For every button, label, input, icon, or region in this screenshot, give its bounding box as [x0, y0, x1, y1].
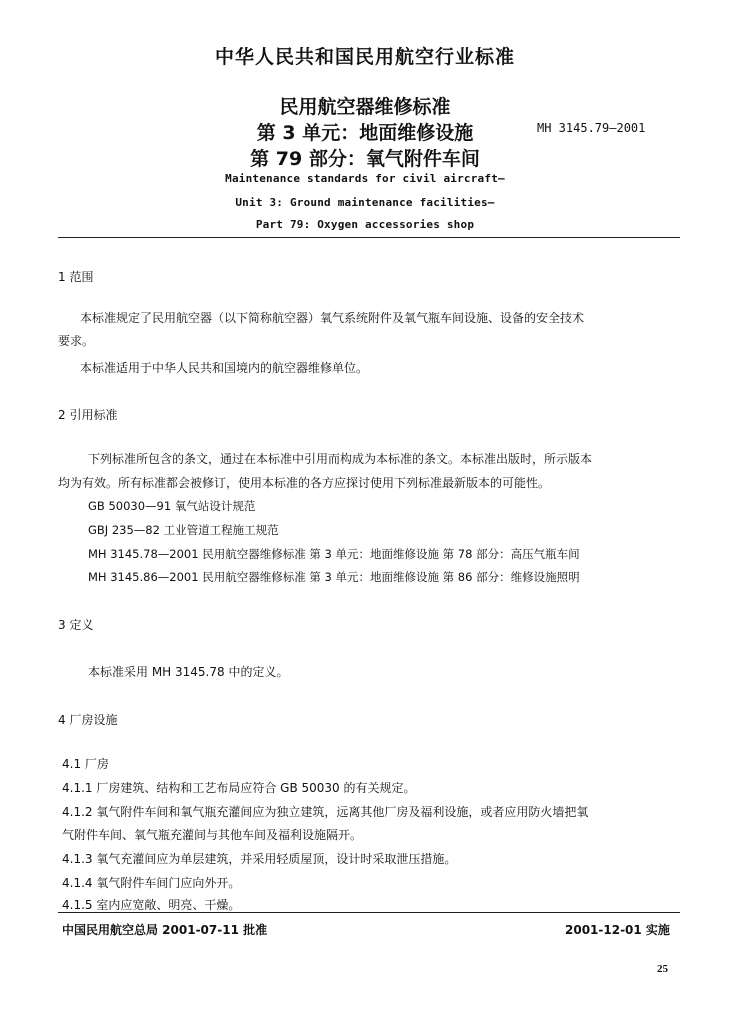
section-2-heading: 2 引用标准: [58, 408, 118, 422]
reference-item: GB 50030—91 氧气站设计规范: [88, 499, 256, 513]
page-number: 25: [657, 963, 668, 975]
clause-4-1-3: 4.1.3 氧气充灌间应为单层建筑，并采用轻质屋顶，设计时采取泄压措施。: [62, 852, 457, 866]
clause-4-1-4: 4.1.4 氧气附件车间门应向外开。: [62, 876, 241, 890]
reference-item: MH 3145.86—2001 民用航空器维修标准 第 3 单元：地面维修设施 第 86 部分：维修设施照明: [88, 570, 580, 584]
footer-divider: [58, 912, 680, 913]
section-3-heading: 3 定义: [58, 618, 94, 632]
standard-category: 中华人民共和国民用航空行业标准: [214, 46, 515, 68]
clause-4-1-5: 4.1.5 室内应宽敞、明亮、干燥。: [62, 898, 241, 912]
section-1-paragraph-1-line-2: 要求。: [58, 334, 95, 348]
clause-4-1: 4.1 厂房: [62, 757, 109, 771]
reference-item: GBJ 235—82 工业管道工程施工规范: [88, 523, 279, 537]
english-title-line-1: Maintenance standards for civil aircraft—: [225, 172, 505, 185]
section-1-paragraph-2: 本标准适用于中华人民共和国境内的航空器维修单位。: [80, 361, 369, 375]
approval-date: 中国民用航空总局 2001-07-11 批准: [62, 923, 268, 937]
section-2-paragraph-line-2: 均为有效。所有标准都会被修订，使用本标准的各方应探讨使用下列标准最新版本的可能性。: [58, 476, 551, 490]
section-4-heading: 4 厂房设施: [58, 713, 118, 727]
title-line-3: 第 79 部分：氧气附件车间: [250, 148, 480, 170]
clause-4-1-1: 4.1.1 厂房建筑、结构和工艺布局应符合 GB 50030 的有关规定。: [62, 781, 416, 795]
section-3-paragraph: 本标准采用 MH 3145.78 中的定义。: [88, 665, 289, 679]
english-title-line-3: Part 79: Oxygen accessories shop: [255, 218, 475, 231]
reference-item: MH 3145.78—2001 民用航空器维修标准 第 3 单元：地面维修设施 第 78 部分：高压气瓶车间: [88, 547, 580, 561]
section-1-heading: 1 范围: [58, 270, 94, 284]
implementation-date: 2001-12-01 实施: [565, 923, 670, 937]
header-divider: [58, 237, 680, 238]
standard-number: MH 3145.79—2001: [537, 121, 646, 135]
english-title-line-2: Unit 3: Ground maintenance facilities—: [235, 196, 495, 209]
clause-4-1-2-line-1: 4.1.2 氧气附件车间和氧气瓶充灌间应为独立建筑，远离其他厂房及福利设施，或者应用防火墙把氧: [62, 805, 589, 819]
title-line-2: 第 3 单元：地面维修设施: [256, 122, 474, 144]
clause-4-1-2-line-2: 气附件车间、氧气瓶充灌间与其他车间及福利设施隔开。: [62, 828, 363, 842]
section-1-paragraph-1-line-1: 本标准规定了民用航空器（以下简称航空器）氧气系统附件及氧气瓶车间设施、设备的安全技术: [80, 311, 585, 325]
section-2-paragraph-line-1: 下列标准所包含的条文，通过在本标准中引用而构成为本标准的条文。本标准出版时，所示版本: [88, 452, 593, 466]
title-line-1: 民用航空器维修标准: [279, 96, 451, 118]
